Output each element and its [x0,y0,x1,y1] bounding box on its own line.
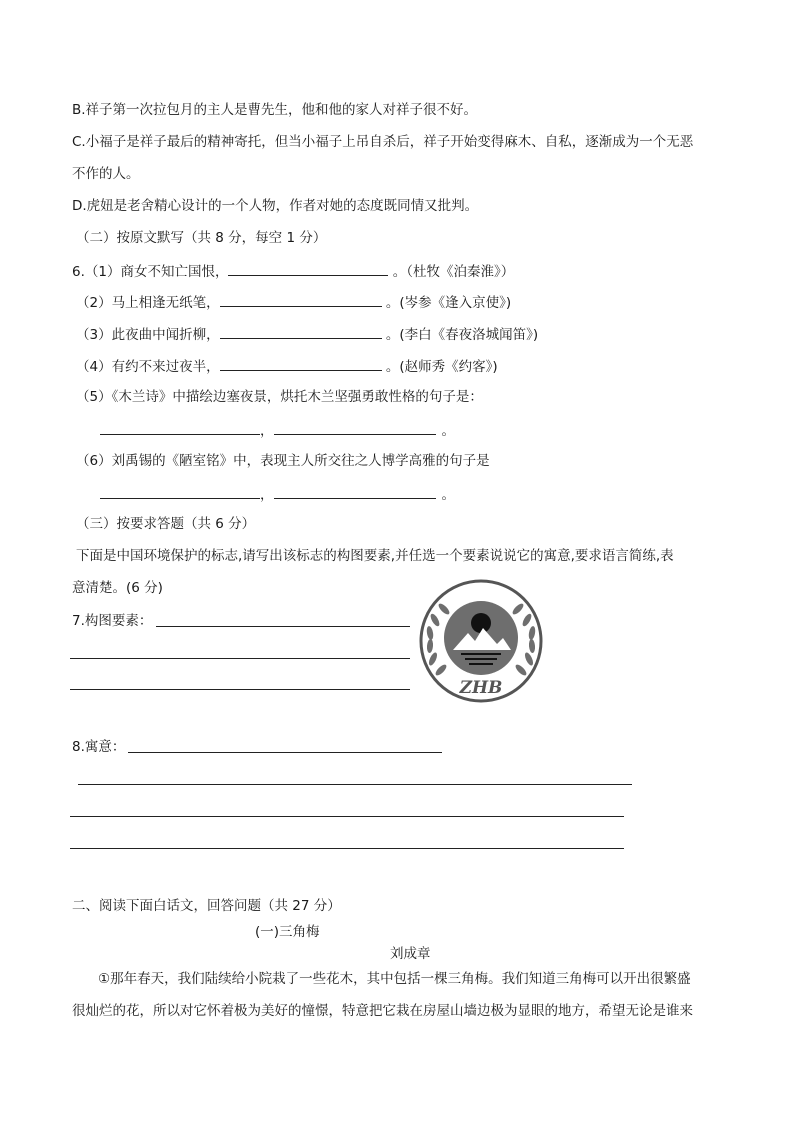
recite-blank-6a[interactable] [100,484,260,499]
passage-paragraph-1-line2: 很灿烂的花，所以对它怀着极为美好的憧憬，特意把它栽在房屋山墙边极为显眼的地方，希望无论是谁来 [72,1003,693,1019]
recite-blank-4[interactable] [220,356,382,371]
passage-paragraph-1-line1: ①那年春天，我们陆续给小院栽了一些花木，其中包括一棵三角梅。我们知道三角梅可以开出很繁盛 [98,971,691,987]
sun-icon [471,613,491,633]
passage-author: 刘成章 [390,946,431,962]
q8-answer-line-4[interactable] [70,848,624,849]
q7-answer-line-3[interactable] [70,689,410,690]
recite-blank-2[interactable] [220,292,382,307]
option-d: D.虎妞是老舍精心设计的一个人物，作者对她的态度既同情又批判。 [72,198,479,214]
recite-item-4 [76,356,498,376]
recite-item-3 [76,324,538,344]
period: 。 [441,423,455,439]
recite-item-4-suffix: 。(赵师秀《约客》) [381,359,498,375]
recite-blank-5b[interactable] [274,420,436,435]
recite-item-1 [72,261,514,281]
recite-blank-3[interactable] [220,324,382,339]
q7-answer-line-2[interactable] [70,658,410,659]
environmental-protection-logo [413,578,549,704]
recite-item-2-suffix: 。(岑参《逢入京使》) [381,295,512,311]
recite-item-2-prefix: （2）马上相逢无纸笔， [76,295,220,311]
recite-item-2 [76,292,511,312]
q8-answer-line-1[interactable] [128,752,442,753]
period: 。 [441,487,455,503]
recite-item-1-suffix: 。（杜牧《泊秦淮》） [388,264,515,280]
recite-blank-5a[interactable] [100,420,260,435]
section3-heading: （三）按要求答题（共 6 分） [76,516,256,532]
recite-item-5-prompt: （5）《木兰诗》中描绘边塞夜景，烘托木兰坚强勇敢性格的句子是： [76,389,483,405]
recite-item-6-answer [100,484,455,504]
recite-blank-1[interactable] [228,261,388,276]
recite-item-3-suffix: 。(李白《春夜洛城闻笛》) [381,327,539,343]
recite-item-4-prefix: （4）有约不来过夜半， [76,359,220,375]
option-c-line2: 不作的人。 [72,166,140,182]
recite-item-1-prefix: 6.（1）商女不知亡国恨， [72,264,229,280]
section3-intro-line2: 意清楚。(6 分) [72,580,163,596]
comma: ， [260,487,274,503]
passage-title: (一)三角梅 [255,924,320,940]
recite-blank-6b[interactable] [274,484,436,499]
recite-item-6-prompt: （6）刘禹锡的《陋室铭》中，表现主人所交往之人博学高雅的句子是 [76,453,490,469]
q7-label: 7.构图要素： [72,613,153,629]
option-b: B.祥子第一次拉包月的主人是曹先生，他和他的家人对祥子很不好。 [72,102,478,118]
recite-item-5-answer [100,420,455,440]
q7-answer-line-1[interactable] [156,626,410,627]
comma: ， [260,423,274,439]
logo-text: ZHB [459,678,503,698]
q8-answer-line-3[interactable] [70,816,624,817]
section2-heading: （二）按原文默写（共 8 分，每空 1 分） [76,230,327,246]
q8-answer-line-2[interactable] [78,784,632,785]
option-c-line1: C.小福子是祥子最后的精神寄托，但当小福子上吊自杀后，祥子开始变得麻木、自私，逐渐成为一个无恶 [72,134,694,150]
section3-intro-line1: 下面是中国环境保护的标志,请写出该标志的构图要素,并任选一个要素说说它的寓意,要求语言简练,表 [76,548,674,564]
part2-heading: 二、阅读下面白话文，回答问题（共 27 分） [72,898,341,914]
recite-item-3-prefix: （3）此夜曲中闻折柳， [76,327,220,343]
q8-label: 8.寓意： [72,739,126,755]
